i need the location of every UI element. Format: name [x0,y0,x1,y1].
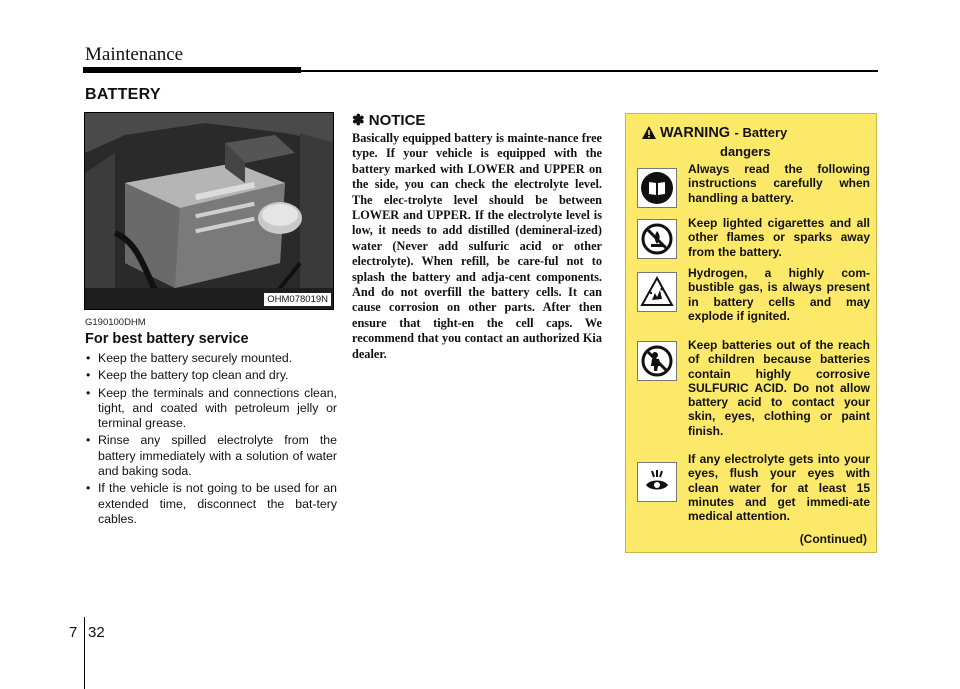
section-code: G190100DHM [85,317,146,328]
chapter-number: 7 [69,624,78,641]
battery-service-subhead: For best battery service [85,331,249,347]
list-item: • If the vehicle is not going to be used for an extended time, disconnect the bat-tery cables. [85,481,337,527]
continued-label: (Continued) [799,532,867,546]
photo-code-label: OHM078019N [264,293,331,306]
battery-warning-box [625,113,877,553]
list-item: • Keep the battery securely mounted. [85,351,337,366]
header-rule-thin [301,70,878,72]
footer-divider [84,617,85,689]
warning-item-text: If any electrolyte gets into your eyes, flush your eyes with clean water for at least 15 minutes and get immedi-ate medical attention. [688,452,870,524]
list-item: • Rinse any spilled electrolyte from the battery immediately with a solution of water and baking soda. [85,433,337,479]
warning-item-text: Hydrogen, a highly com-bustible gas, is always present in battery cells and may explode if ignited. [688,266,870,323]
battery-service-list [85,351,337,529]
page-number: 32 [88,624,105,641]
eye-flush-icon [637,462,677,502]
warning-item-text: Always read the following instructions carefully when handling a battery. [688,162,870,205]
notice-body: Basically equipped battery is mainte-nance free type. If your vehicle is equipped with the battery marked with LOWER and UPPER on the side, you can check the electrolyte level. The elec-trolyte level should be between LOWER and UPPER. If the electrolyte level is low, it needs to add distilled (demineral-ized) water (Never add sulfuric acid or other electrolyte). When refill, be care-ful not to splash the battery and adja-cent components. And do not overfill the battery cells. It can cause corrosion on other parts. After then ensure that tight-en the cell caps. We recommend that you contact an authorized Kia dealer. [352,131,602,361]
warning-item-text: Keep batteries out of the reach of children because batteries contain highly corrosive SULFURIC ACID. Do not allow battery acid to contact your skin, eyes, clothing or paint finish. [688,338,870,438]
header-rule-thick [83,67,301,73]
warning-subject-cont: dangers [720,144,771,159]
page-header-title: Maintenance [85,44,184,65]
read-manual-icon [637,168,677,208]
warning-triangle-icon [642,126,656,144]
section-title: BATTERY [85,86,161,103]
warning-item-text: Keep lighted cigarettes and all other flames or sparks away from the battery. [688,216,870,259]
explosion-icon [637,272,677,312]
battery-photo-illustration [85,113,334,310]
warning-heading [642,124,872,159]
list-item: • Keep the battery top clean and dry. [85,368,337,383]
notice-title: ✽ NOTICE [352,112,426,129]
keep-children-away-icon [637,341,677,381]
warning-label: WARNING [660,125,731,141]
no-flame-icon [637,219,677,259]
battery-photo [84,112,334,310]
list-item: • Keep the terminals and connections clean, tight, and coated with petroleum jelly or terminal grease. [85,386,337,432]
warning-subject: - Battery [734,125,788,140]
